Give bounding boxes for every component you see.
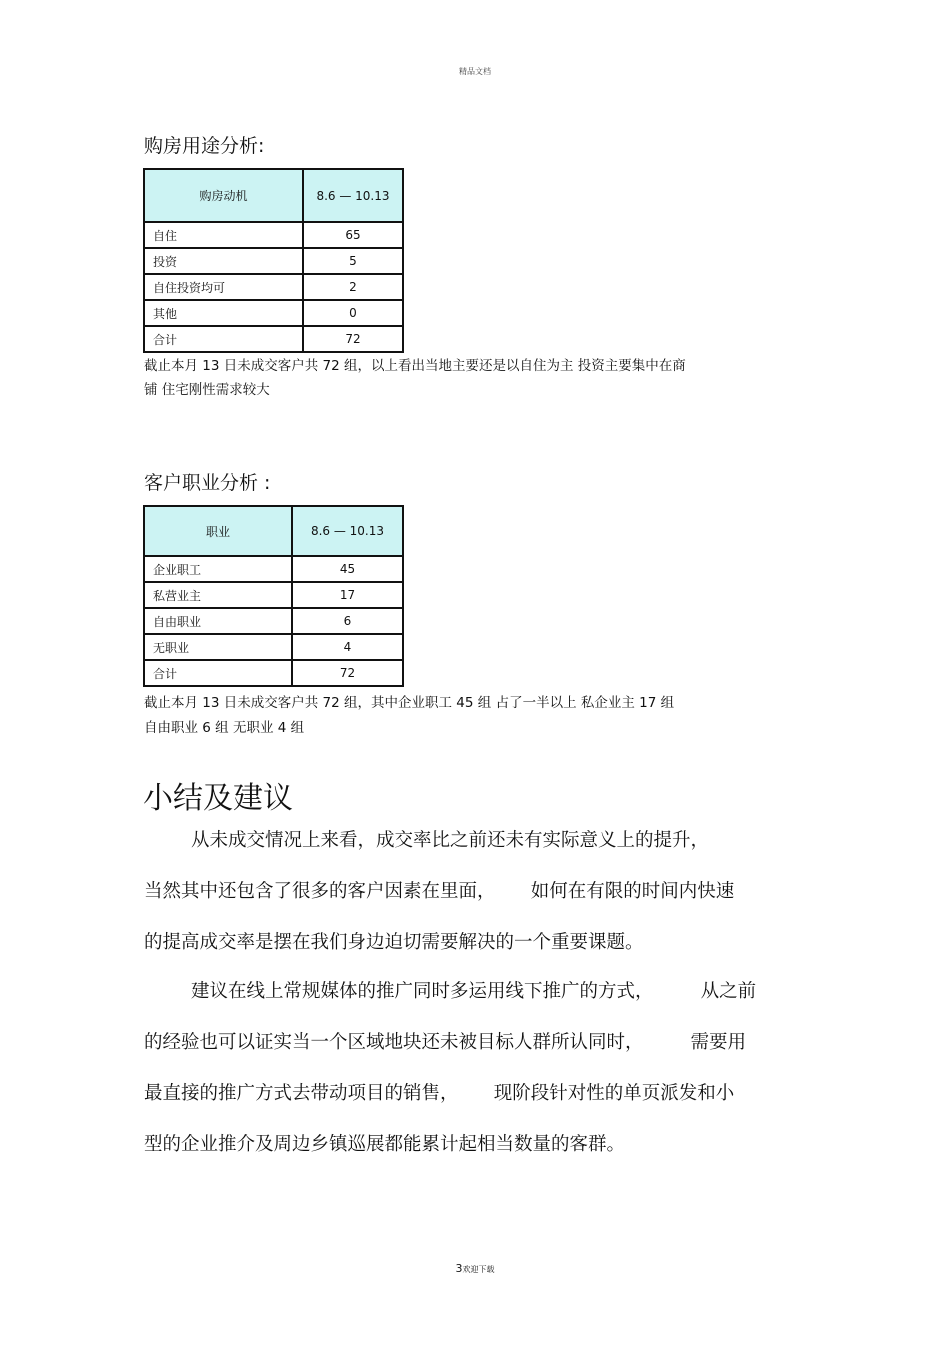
row-label: 无职业 <box>144 634 292 660</box>
row-value: 6 <box>292 608 403 634</box>
paragraph-line: 最直接的推广方式去带动项目的销售， 现阶段针对性的单页派发和小 <box>144 1083 735 1104</box>
row-value: 5 <box>303 248 403 274</box>
paragraph-line: 当然其中还包含了很多的客户因素在里面， 如何在有限的时间内快速 <box>144 881 735 902</box>
row-value: 65 <box>303 222 403 248</box>
row-value: 2 <box>303 274 403 300</box>
occupation-section-title: 客户职业分析 : <box>144 472 271 494</box>
summary-paragraph-1 <box>144 815 734 968</box>
row-value: 72 <box>292 660 403 686</box>
table-row-total <box>144 660 403 686</box>
footer-text: 欢迎下载 <box>462 1265 495 1274</box>
occupation-note-line2: 自由职业 6 组 无职业 4 组 <box>144 720 305 736</box>
paragraph-line: 型的企业推介及周边乡镇巡展都能累计起相当数量的客群。 <box>144 1134 626 1155</box>
row-value: 45 <box>292 556 403 582</box>
paragraph-line: 建议在线上常规媒体的推广同时多运用线下推广的方式， 从之前 <box>144 981 757 1002</box>
purpose-section-title: 购房用途分析: <box>144 135 265 157</box>
purpose-table <box>143 168 404 353</box>
table-row <box>144 582 403 608</box>
row-value: 72 <box>303 326 403 352</box>
occupation-col-period: 8.6 — 10.13 <box>292 506 403 556</box>
header-watermark: 精品文档 <box>459 67 491 76</box>
summary-paragraph-2 <box>144 966 756 1170</box>
page-footer <box>0 1262 950 1275</box>
row-label: 其他 <box>144 300 303 326</box>
purpose-col-motive: 购房动机 <box>144 169 303 222</box>
purpose-note-line1: 截止本月 13 日未成交客户共 72 组，以上看出当地主要还是以自住为主 投资主要集中在商 <box>144 358 686 374</box>
row-value: 17 <box>292 582 403 608</box>
table-row <box>144 222 403 248</box>
table-row <box>144 556 403 582</box>
row-label: 合计 <box>144 660 292 686</box>
table-row <box>144 248 403 274</box>
row-label: 自住 <box>144 222 303 248</box>
paragraph-line: 从未成交情况上来看，成交率比之前还未有实际意义上的提升， <box>144 830 710 851</box>
summary-heading: 小结及建议 <box>143 781 293 816</box>
row-label: 自由职业 <box>144 608 292 634</box>
table-row <box>144 274 403 300</box>
row-label: 合计 <box>144 326 303 352</box>
occupation-table <box>143 505 404 687</box>
row-label: 企业职工 <box>144 556 292 582</box>
row-label: 投资 <box>144 248 303 274</box>
row-value: 4 <box>292 634 403 660</box>
paragraph-line: 的提高成交率是摆在我们身边迫切需要解决的一个重要课题。 <box>144 932 644 953</box>
purpose-col-period: 8.6 — 10.13 <box>303 169 403 222</box>
row-label: 自住投资均可 <box>144 274 303 300</box>
occupation-col-job: 职业 <box>144 506 292 556</box>
purpose-note-line2: 铺 住宅刚性需求较大 <box>144 382 270 398</box>
row-value: 0 <box>303 300 403 326</box>
page-number: 3 <box>455 1262 463 1275</box>
table-row <box>144 634 403 660</box>
paragraph-line: 的经验也可以证实当一个区域地块还未被目标人群所认同时， 需要用 <box>144 1032 747 1053</box>
row-label: 私营业主 <box>144 582 292 608</box>
table-row <box>144 608 403 634</box>
occupation-note-line1: 截止本月 13 日未成交客户共 72 组，其中企业职工 45 组 占了一半以上 私企业主 17 组 <box>144 695 675 711</box>
table-row-total <box>144 326 403 352</box>
table-row <box>144 300 403 326</box>
